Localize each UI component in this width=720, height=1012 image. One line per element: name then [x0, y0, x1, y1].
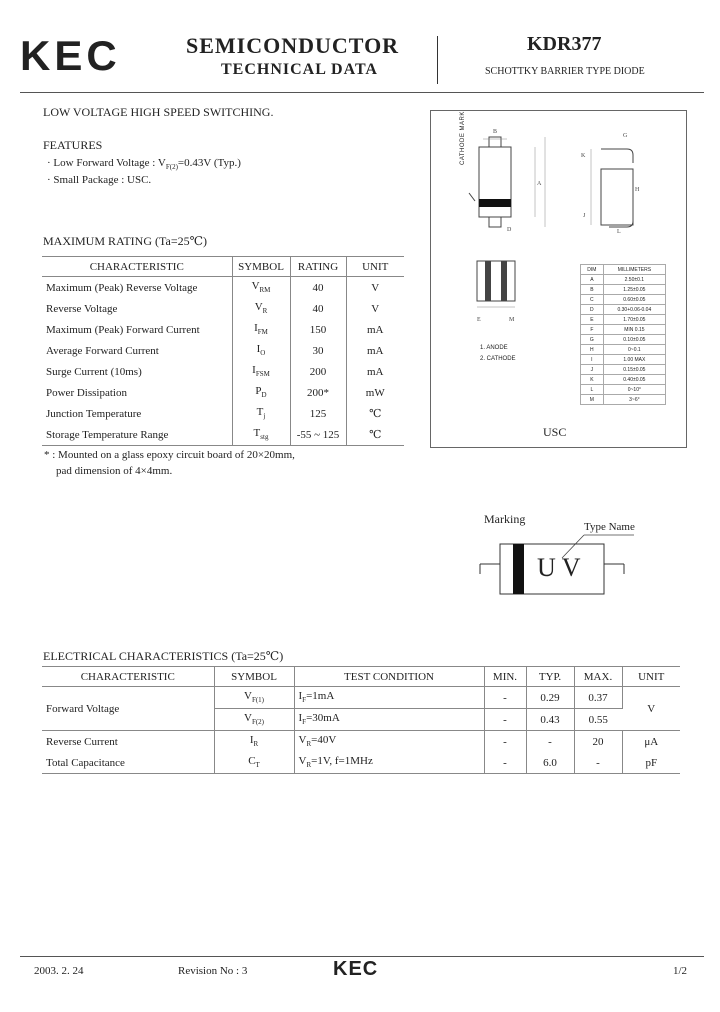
mr-unit: mW: [365, 386, 385, 399]
table-row: [42, 340, 404, 361]
feature-forward-voltage: [47, 156, 241, 174]
table-row: J 0.15±0.05: [581, 365, 666, 375]
mr-char: Maximum (Peak) Reverse Voltage: [42, 277, 232, 299]
part-number: KDR377: [527, 33, 602, 55]
table-row: C 0.60±0.05: [581, 295, 666, 305]
table-row: [42, 277, 404, 299]
table-row: G 0.10±0.05: [581, 335, 666, 345]
feature-small-package: · Small Package : USC.: [47, 174, 152, 186]
feature1-post: =0.43V (Typ.): [177, 157, 241, 169]
ec-header-symbol: SYMBOL: [214, 667, 294, 687]
table-row: [42, 361, 404, 382]
ec-max: 0.37: [574, 687, 622, 709]
table-row: F MIN 0.15: [581, 325, 666, 335]
dim-j-label: J: [583, 213, 586, 219]
ec-min: -: [484, 687, 526, 709]
electrical-title: ELECTRICAL CHARACTERISTICS (Ta=25℃): [43, 649, 284, 663]
mr-rating: -55 ~ 125: [290, 424, 346, 446]
dim-header: DIM: [581, 265, 604, 275]
footnote-line1: * : Mounted on a glass epoxy circuit board of 20×20mm,: [44, 449, 295, 461]
mr-rating: 40: [290, 298, 346, 319]
ec-symbol: $V_{F(1)}$: [214, 687, 294, 709]
mr-header-unit: UNIT: [346, 257, 404, 277]
pin2-cathode: 2. CATHODE: [480, 356, 516, 362]
table-row: I 1.00 MAX: [581, 355, 666, 365]
ec-condition: $I_F=30mA$: [294, 709, 484, 731]
table-row: M 3~6°: [581, 395, 666, 405]
ec-condition: $I_F=1mA$: [294, 687, 484, 709]
mr-char: Storage Temperature Range: [42, 424, 232, 446]
table-row: B 1.25±0.05: [581, 285, 666, 295]
mr-rating: 150: [290, 319, 346, 340]
features-title: FEATURES: [43, 138, 103, 152]
mr-unit: ℃: [369, 429, 382, 441]
table-row: [42, 752, 680, 774]
mr-header-characteristic: CHARACTERISTIC: [42, 257, 232, 277]
ec-header-min: MIN.: [484, 667, 526, 687]
table-row: [42, 298, 404, 319]
ec-symbol: $I_R$: [214, 731, 294, 753]
mr-symbol: $I_{FM}$: [232, 319, 290, 340]
ec-min: -: [484, 709, 526, 731]
marking-title: Marking: [484, 512, 526, 526]
ec-symbol: $V_{F(2)}$: [214, 709, 294, 731]
header-rule: [20, 92, 704, 93]
table-row: [42, 687, 680, 709]
type-name-label: Type Name: [584, 521, 635, 533]
max-rating-table: [42, 256, 404, 446]
top-lead: [489, 137, 501, 147]
ec-typ: 0.29: [526, 687, 574, 709]
dim-k-label: K: [581, 153, 586, 159]
ec-condition: $V_R=40V$: [294, 731, 484, 753]
table-row: [42, 382, 404, 403]
ec-char-forward-voltage: Forward Voltage: [42, 687, 214, 731]
mr-rating: 125: [290, 403, 346, 424]
mr-rating: 30: [290, 340, 346, 361]
kec-logo: KEC: [20, 32, 121, 79]
ec-header-test-condition: TEST CONDITION: [294, 667, 484, 687]
footnote-line2: pad dimension of 4×4mm.: [56, 465, 173, 477]
dim-b-label: B: [493, 129, 498, 135]
ec-unit: μA: [644, 735, 659, 748]
mr-unit: V: [371, 281, 380, 294]
mr-unit: ℃: [369, 408, 382, 420]
dimension-table: [580, 264, 666, 405]
dim-d-label: D: [507, 227, 512, 233]
table-row: L 0~10°: [581, 385, 666, 395]
ec-max: 20: [574, 731, 622, 753]
footer-page: 1/2: [673, 965, 688, 977]
table-row: D 0.30+0.06-0.04: [581, 305, 666, 315]
table-row: [42, 424, 404, 446]
mr-symbol: $T_{stg}$: [232, 424, 290, 446]
mr-rating: 40: [290, 277, 346, 299]
dim-m-label: M: [509, 317, 515, 323]
mr-char: Junction Temperature: [42, 403, 232, 424]
mr-symbol: $V_{RM}$: [232, 277, 290, 299]
mr-rating: 200: [290, 361, 346, 382]
mr-unit: mA: [367, 323, 384, 336]
side-view-lead: [601, 149, 633, 163]
ec-condition: $V_R=1V$, f=1MHz: [294, 752, 484, 774]
ec-char-reverse-current: Reverse Current: [42, 731, 214, 753]
ec-header-typ: TYP.: [526, 667, 574, 687]
pin1-anode: 1. ANODE: [480, 345, 508, 351]
dim-h-label: H: [635, 187, 640, 193]
mr-char: Power Dissipation: [42, 382, 232, 403]
dim-g-label: G: [623, 133, 628, 139]
header-title-technical-data: TECHNICAL DATA: [221, 61, 378, 78]
mr-unit: mA: [367, 344, 384, 357]
application-text: LOW VOLTAGE HIGH SPEED SWITCHING.: [43, 105, 274, 119]
table-row: K 0.40±0.05: [581, 375, 666, 385]
package-name: USC: [543, 425, 567, 439]
dim-a-label: A: [537, 181, 542, 187]
bottom-view-body: [477, 261, 515, 301]
mr-unit: V: [371, 302, 380, 315]
electrical-table: [42, 666, 680, 774]
mr-char: Average Forward Current: [42, 340, 232, 361]
ec-header-max: MAX.: [574, 667, 622, 687]
ec-typ: -: [526, 731, 574, 753]
marking-code: U V: [537, 553, 581, 582]
ec-unit: pF: [645, 756, 658, 769]
mr-symbol: $P_D$: [232, 382, 290, 403]
table-row: [42, 403, 404, 424]
mr-char: Reverse Voltage: [42, 298, 232, 319]
header-divider: [437, 36, 438, 84]
cathode-band: [479, 199, 511, 207]
footer-date: 2003. 2. 24: [34, 965, 84, 977]
part-subtitle: SCHOTTKY BARRIER TYPE DIODE: [485, 66, 645, 77]
ec-symbol: $C_T$: [214, 752, 294, 774]
ec-min: -: [484, 731, 526, 753]
mr-header-rating: RATING: [290, 257, 346, 277]
ec-typ: 0.43: [526, 709, 574, 731]
mr-symbol: $V_R$: [232, 298, 290, 319]
table-row: [42, 731, 680, 753]
ec-header-unit: UNIT: [622, 667, 680, 687]
mr-rating: 200*: [290, 382, 346, 403]
mr-symbol: $I_{FSM}$: [232, 361, 290, 382]
table-row: E 1.70±0.05: [581, 315, 666, 325]
mr-header-symbol: SYMBOL: [232, 257, 290, 277]
ec-typ: 6.0: [526, 752, 574, 774]
feature1-pre: · Low Forward Voltage : V: [47, 157, 166, 169]
mr-unit: mA: [367, 365, 384, 378]
table-row: A 2.50±0.1: [581, 275, 666, 285]
marking-cathode-band: [513, 544, 524, 594]
ec-unit: V: [622, 687, 680, 731]
footer-rule: [20, 956, 704, 957]
feature1-sub: F(2): [165, 163, 178, 172]
cathode-mark-label: CATHODE MARK: [460, 111, 466, 165]
max-rating-title: MAXIMUM RATING (Ta=25℃): [43, 234, 208, 248]
mr-symbol: $T_j$: [232, 403, 290, 424]
mr-char: Surge Current (10ms): [42, 361, 232, 382]
ec-max: 0.55: [574, 709, 622, 731]
table-row: H 0~0.1: [581, 345, 666, 355]
mr-char: Maximum (Peak) Forward Current: [42, 319, 232, 340]
bottom-lead: [489, 217, 501, 227]
footer-revision: Revision No : 3: [178, 965, 248, 977]
side-view-body: [601, 169, 633, 225]
dim-l-label: L: [617, 229, 621, 235]
mr-symbol: $I_O$: [232, 340, 290, 361]
header-title-semiconductor: SEMICONDUCTOR: [186, 33, 400, 58]
ec-max: -: [574, 752, 622, 774]
table-row: [42, 319, 404, 340]
ec-char-total-capacitance: Total Capacitance: [42, 752, 214, 774]
ec-header-characteristic: CHARACTERISTIC: [42, 667, 214, 687]
footer-kec-logo: KEC: [333, 958, 379, 980]
dim-header: MILLIMETERS: [603, 265, 665, 275]
ec-min: -: [484, 752, 526, 774]
dim-e-label: E: [477, 317, 481, 323]
